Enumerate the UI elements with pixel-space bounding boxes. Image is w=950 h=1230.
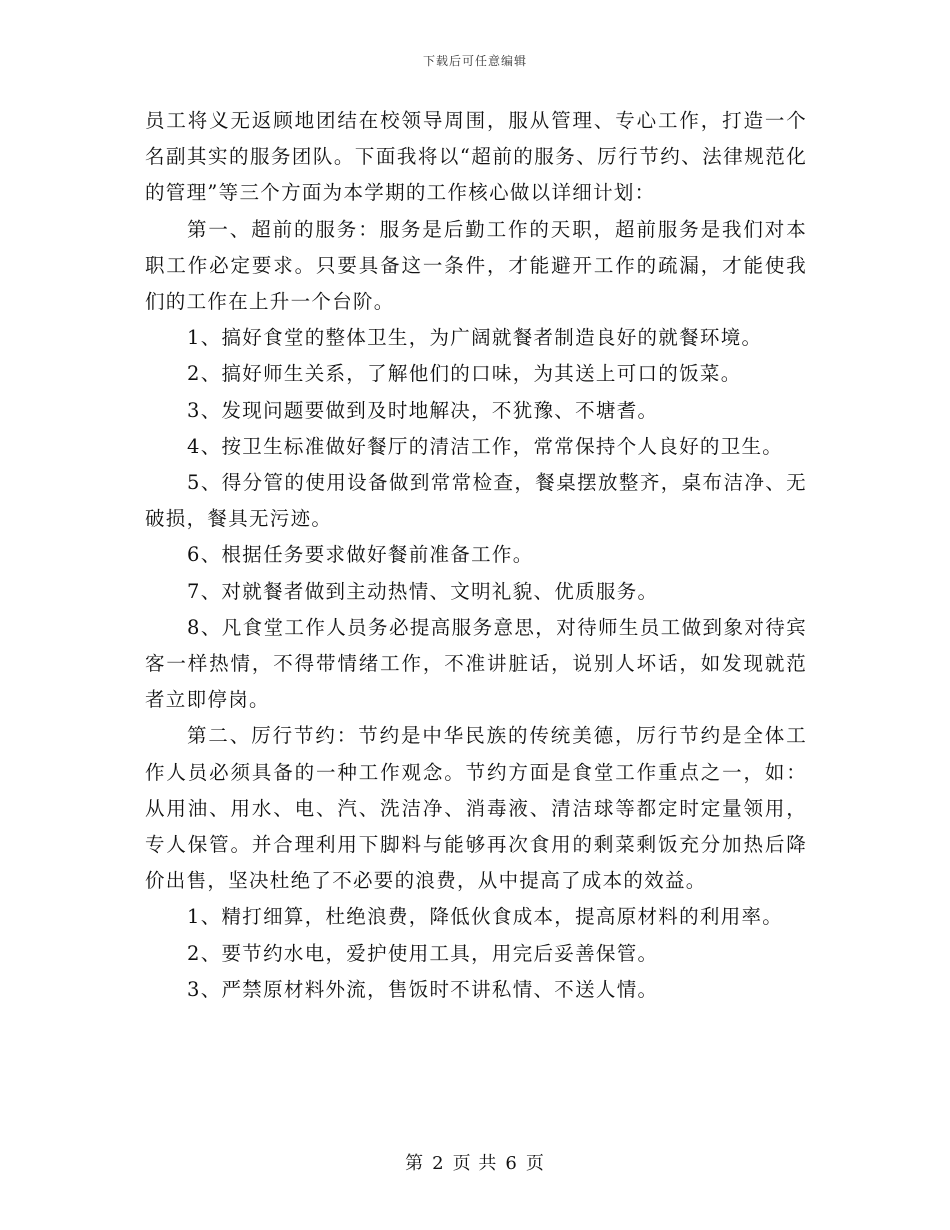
list-item: 1、搞好食堂的整体卫生，为广阔就餐者制造良好的就餐环境。 xyxy=(187,326,763,350)
page-header: 下载后可任意编辑 xyxy=(422,54,527,68)
footer-prefix: 第 xyxy=(405,1153,425,1174)
list-item: 3、发现问题要做到及时地解决，不犹豫、不塘耆。 xyxy=(187,398,659,422)
current-page-number: 2 xyxy=(432,1153,445,1174)
total-pages-number: 6 xyxy=(505,1153,518,1174)
list-item: 2、搞好师生关系，了解他们的口味，为其送上可口的饭菜。 xyxy=(187,362,742,386)
list-item: 5、得分管的使用设备做到常常检查，餐桌摆放整齐，桌布洁净、无破损，餐具无污迹。 xyxy=(145,471,807,531)
list-item: 4、按卫生标准做好餐厅的清洁工作，常常保持个人良好的卫生。 xyxy=(187,434,784,458)
list-item: 1、精打细算，杜绝浪费，降低伙食成本，提高原材料的利用率。 xyxy=(187,905,784,929)
footer-suffix: 页 xyxy=(525,1153,545,1174)
list-item: 7、对就餐者做到主动热情、文明礼貌、优质服务。 xyxy=(187,579,659,603)
paragraph-section-two: 第二、厉行节约：节约是中华民族的传统美德，厉行节约是全体工作人员必须具备的一种工作观念。节约方面是食堂工作重点之一，如：从用油、用水、电、汽、洗洁净、消毒液、清洁球等都定时定量领用，专人保管。并合理利用下脚料与能够再次食用的剩菜剩饭充分加热后降价出售，坚决杜绝了不必要的浪费，从中提高了成本的效益。 xyxy=(145,724,807,893)
paragraph-section-one: 第一、超前的服务：服务是后勤工作的天职，超前服务是我们对本职工作必定要求。只要具备这一条件，才能避开工作的疏漏，才能使我们的工作在上升一个台阶。 xyxy=(145,217,807,314)
list-item: 2、要节约水电，爱护使用工具，用完后妥善保管。 xyxy=(187,941,659,965)
list-item: 8、凡食堂工作人员务必提高服务意思，对待师生员工做到象对待宾客一样热情，不得带情绪工作，不准讲脏话，说别人坏话，如发现就范者立即停岗。 xyxy=(145,615,807,712)
document-body xyxy=(145,103,807,1008)
page-footer xyxy=(0,1149,950,1175)
footer-middle: 页 共 xyxy=(452,1153,498,1174)
list-item: 3、严禁原材料外流，售饭时不讲私情、不送人情。 xyxy=(187,977,659,1001)
list-item: 6、根据任务要求做好餐前准备工作。 xyxy=(187,543,534,567)
paragraph-continuation: 员工将义无返顾地团结在校领导周围，服从管理、专心工作，打造一个名副其实的服务团队。下面我将以“超前的服务、厉行节约、法律规范化的管理”等三个方面为本学期的工作核心做以详细计划： xyxy=(145,109,807,205)
